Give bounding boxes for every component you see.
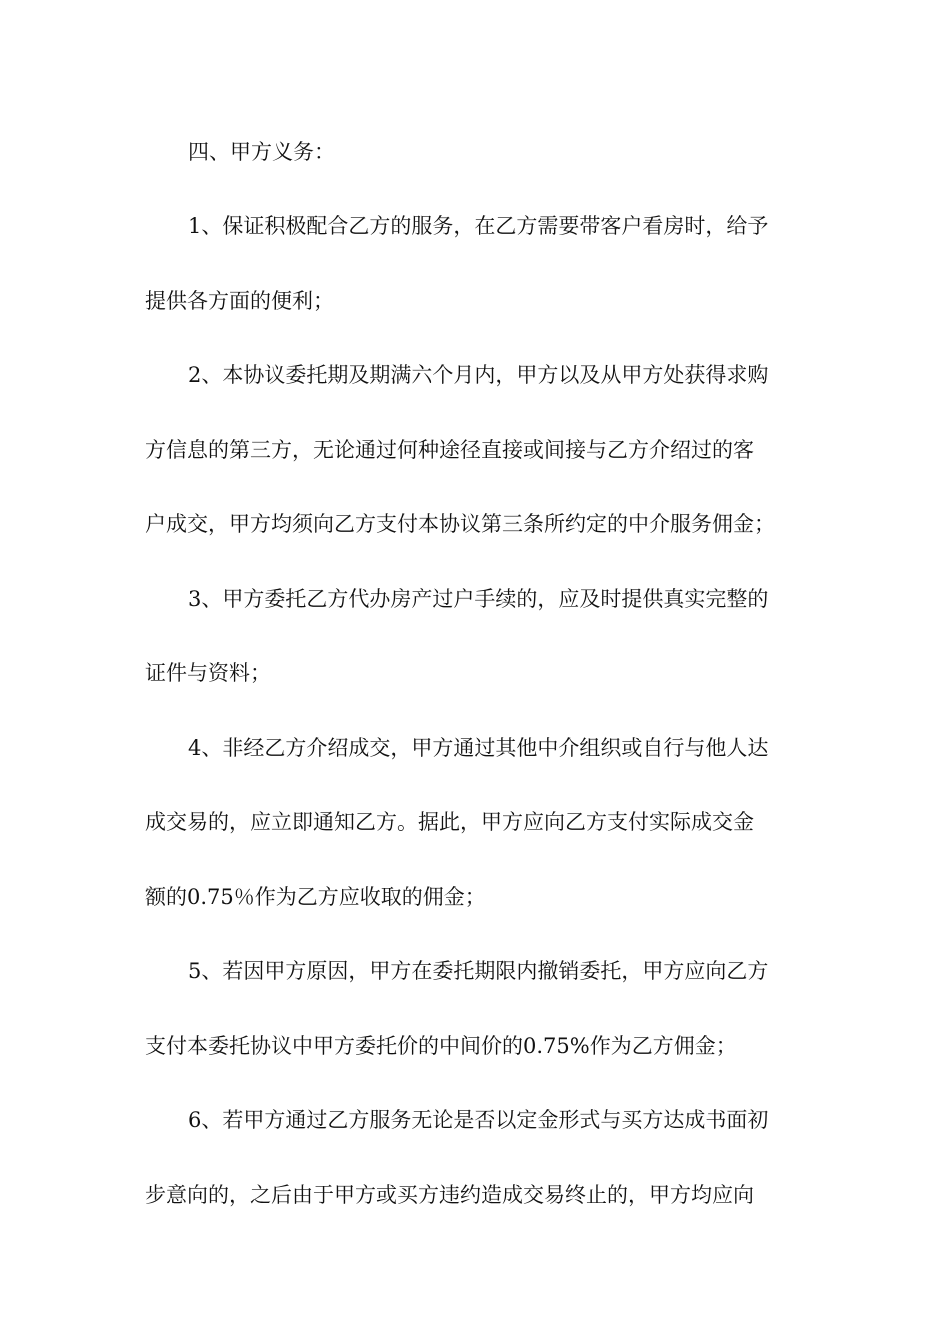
section-heading: 四、甲方义务：: [188, 140, 335, 164]
clause-2-line-2: 方信息的第三方，无论通过何种途径直接或间接与乙方介绍过的客: [145, 438, 754, 462]
clause-4-line-3: 额的0.75％作为乙方应收取的佣金；: [145, 885, 486, 909]
clause-3-line-2: 证件与资料；: [145, 661, 271, 685]
clause-4-line-1: 4、非经乙方介绍成交，甲方通过其他中介组织或自行与他人达: [188, 736, 769, 760]
clause-5-line-2: 支付本委托协议中甲方委托价的中间价的0.75%作为乙方佣金；: [145, 1034, 737, 1058]
clause-2-line-3: 户成交，甲方均须向乙方支付本协议第三条所约定的中介服务佣金；: [145, 512, 775, 536]
clause-4-line-2: 成交易的，应立即通知乙方。据此，甲方应向乙方支付实际成交金: [145, 810, 754, 834]
clause-6-line-1: 6、若甲方通过乙方服务无论是否以定金形式与买方达成书面初: [188, 1108, 769, 1132]
clause-2-line-1: 2、本协议委托期及期满六个月内，甲方以及从甲方处获得求购: [188, 363, 769, 387]
clause-5-line-1: 5、若因甲方原因，甲方在委托期限内撤销委托，甲方应向乙方: [188, 959, 769, 983]
clause-1-line-2: 提供各方面的便利；: [145, 289, 334, 313]
clause-6-line-2: 步意向的，之后由于甲方或买方违约造成交易终止的，甲方均应向: [145, 1183, 754, 1207]
clause-1-line-1: 1、保证积极配合乙方的服务，在乙方需要带客户看房时，给予: [188, 214, 769, 238]
clause-3-line-1: 3、甲方委托乙方代办房产过户手续的，应及时提供真实完整的: [188, 587, 769, 611]
